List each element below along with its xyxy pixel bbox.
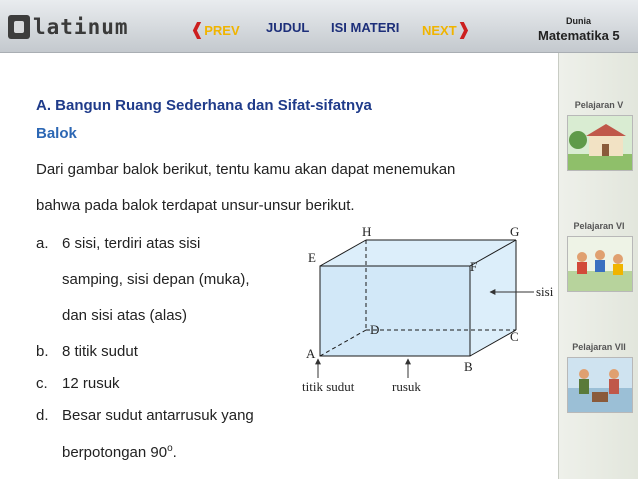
next-button[interactable] (422, 20, 471, 40)
list-marker: c. (36, 375, 48, 392)
chevron-left-icon: ❰ (190, 20, 205, 39)
cuboid-figure (296, 226, 558, 406)
vertex-label-B: B (464, 359, 473, 374)
prev-button[interactable] (190, 20, 240, 40)
list-item-suffix: . (172, 444, 177, 461)
degree-superscript: o (167, 443, 173, 454)
vertex-label-A: A (306, 346, 316, 361)
vertex-label-C: C (510, 329, 519, 344)
next-label: NEXT (422, 23, 457, 38)
list-item-line: samping, sisi depan (muka), (62, 271, 250, 288)
section-heading: A. Bangun Ruang Sederhana dan Sifat-sifatnya (36, 97, 372, 114)
section-subheading: Balok (36, 125, 77, 142)
list-marker: d. (36, 407, 49, 424)
sidebar-item-pelajaran-v-label[interactable]: Pelajaran V (574, 100, 624, 110)
sidebar-item-pelajaran-vi-label[interactable]: Pelajaran VI (573, 221, 625, 231)
list-item-line: Besar sudut antarrusuk yang (62, 407, 254, 424)
label-sisi: sisi (536, 284, 554, 299)
vertex-label-E: E (308, 250, 316, 265)
vertex-label-G: G (510, 226, 520, 239)
list-item-line: dan sisi atas (alas) (62, 307, 188, 324)
list-marker: a. (36, 235, 49, 252)
list-item-line: 12 rusuk (62, 375, 120, 392)
isi-materi-button[interactable]: ISI MATERI (331, 20, 400, 35)
vertex-label-F: F (470, 259, 478, 274)
chapter-sidebar (558, 53, 638, 479)
book-series: Dunia (566, 16, 592, 26)
vertex-label-D: D (370, 322, 380, 337)
sidebar-thumb-pelajaran-v[interactable] (567, 115, 633, 171)
list-item-line (62, 443, 177, 461)
list-item-line: 8 titik sudut (62, 343, 138, 360)
house-scene-icon (568, 116, 632, 170)
logo-mark-icon (8, 15, 30, 39)
children-playing-icon (568, 237, 632, 291)
label-titik-sudut: titik sudut (302, 379, 355, 394)
chevron-right-icon: ❱ (456, 20, 471, 39)
list-item-text: berpotongan 90 (62, 444, 168, 461)
judul-button[interactable]: JUDUL (266, 20, 310, 35)
sidebar-thumb-pelajaran-vii[interactable] (567, 357, 633, 413)
list-item-line: 6 sisi, terdiri atas sisi (62, 235, 201, 252)
platinum-logo (8, 14, 129, 40)
label-rusuk: rusuk (392, 379, 421, 394)
face-front (320, 266, 470, 356)
vertex-label-H: H (362, 226, 372, 239)
book-title: Matematika 5 (538, 28, 620, 43)
list-marker: b. (36, 343, 49, 360)
logo-text: latinum (33, 15, 129, 39)
intro-line-1: Dari gambar balok berikut, tentu kamu akan dapat menemukan (36, 161, 456, 178)
sidebar-thumb-pelajaran-vi[interactable] (567, 236, 633, 292)
prev-label: PREV (204, 23, 240, 38)
top-bar (0, 0, 638, 53)
market-scene-icon (568, 358, 632, 412)
intro-line-2: bahwa pada balok terdapat unsur-unsur berikut. (36, 197, 355, 214)
sidebar-item-pelajaran-vii-label[interactable]: Pelajaran VII (572, 342, 626, 352)
